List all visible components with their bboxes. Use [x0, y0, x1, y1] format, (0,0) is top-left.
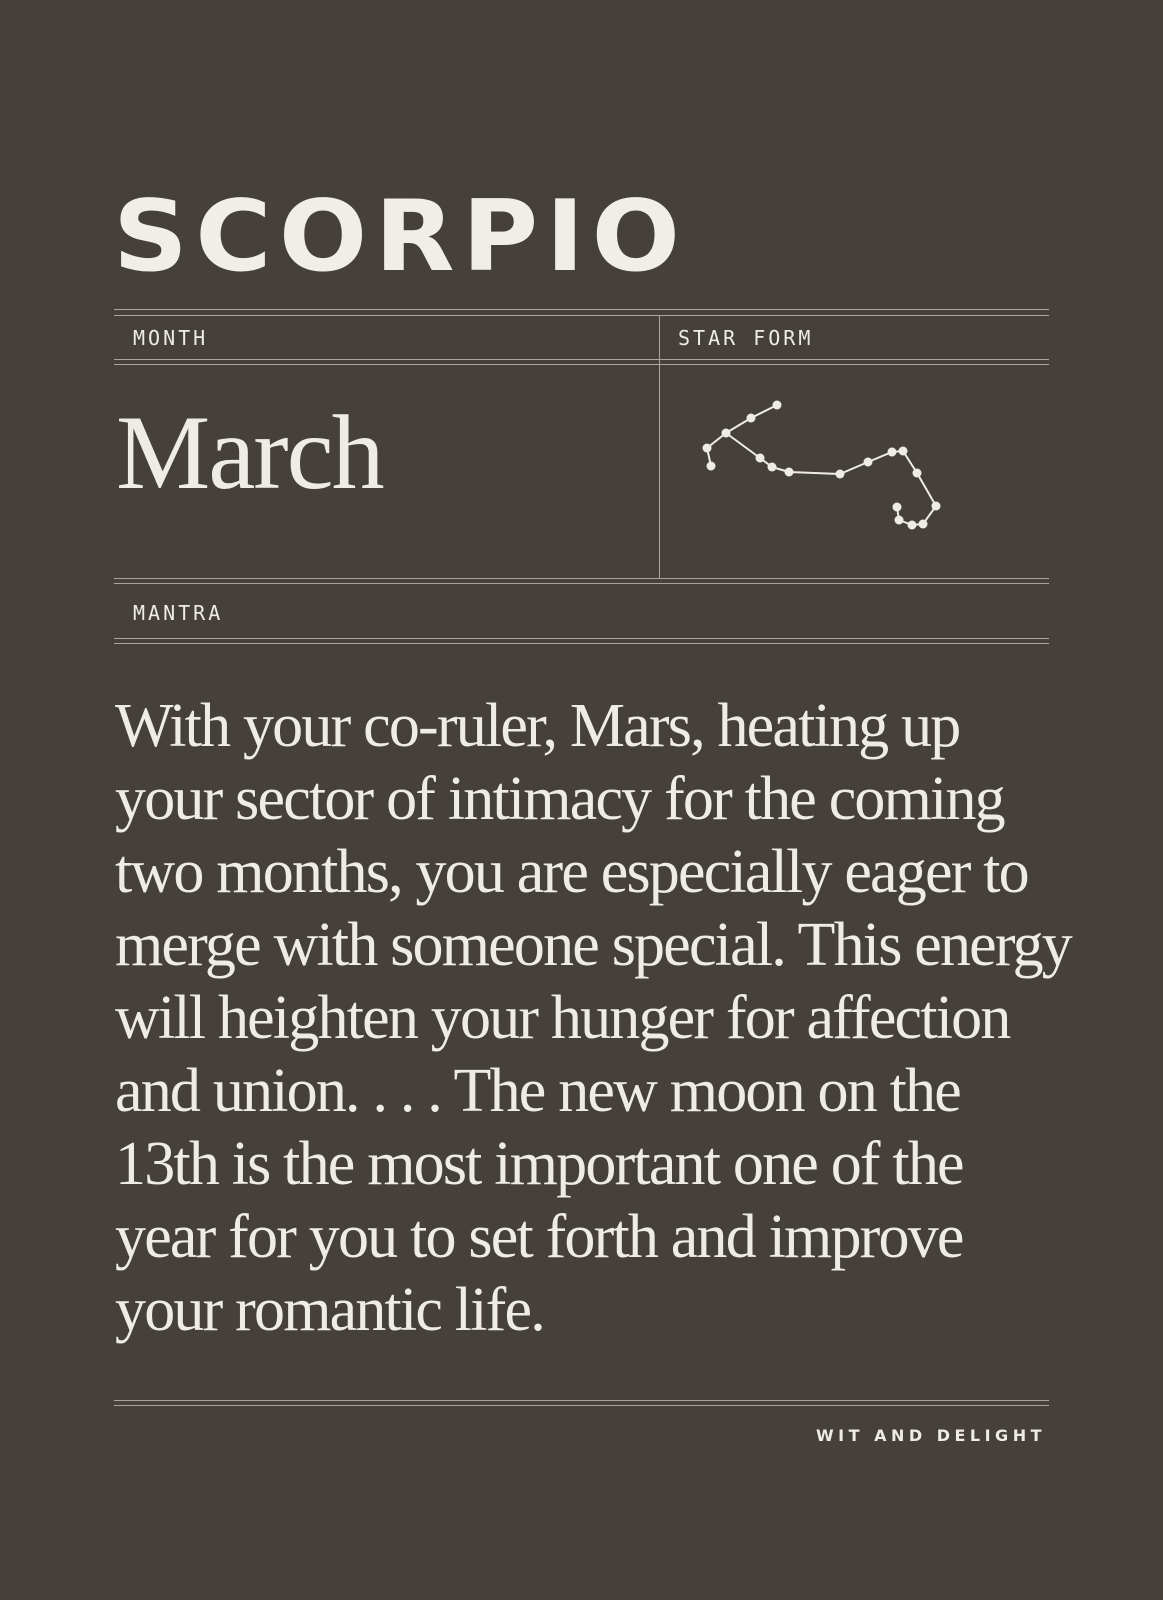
divider	[114, 309, 1049, 310]
divider	[114, 1405, 1049, 1406]
divider	[114, 643, 1049, 644]
divider	[114, 315, 1049, 316]
column-divider	[659, 315, 660, 578]
divider	[114, 638, 1049, 639]
divider	[114, 578, 1049, 579]
mantra-label: MANTRA	[133, 601, 224, 625]
sign-title: SCORPIO	[113, 180, 688, 294]
divider	[114, 364, 1049, 365]
scorpio-constellation-icon	[700, 380, 1000, 550]
star-form-label: STAR FORM	[678, 326, 814, 350]
divider	[114, 1400, 1049, 1401]
brand-wordmark: WIT AND DELIGHT	[815, 1426, 1046, 1445]
divider	[114, 583, 1049, 584]
month-label: MONTH	[133, 326, 209, 350]
divider	[114, 359, 1049, 360]
mantra-text: With your co-ruler, Mars, heating up your sector of intimacy for the coming two months, you are especially eager to merge with someone special. This energy will heighten your hunger for affection and union. . . . The new moon on the 13th is the most important one of the year for you to set forth and improve your romantic life.	[115, 692, 1072, 1344]
month-value: March	[116, 394, 383, 511]
